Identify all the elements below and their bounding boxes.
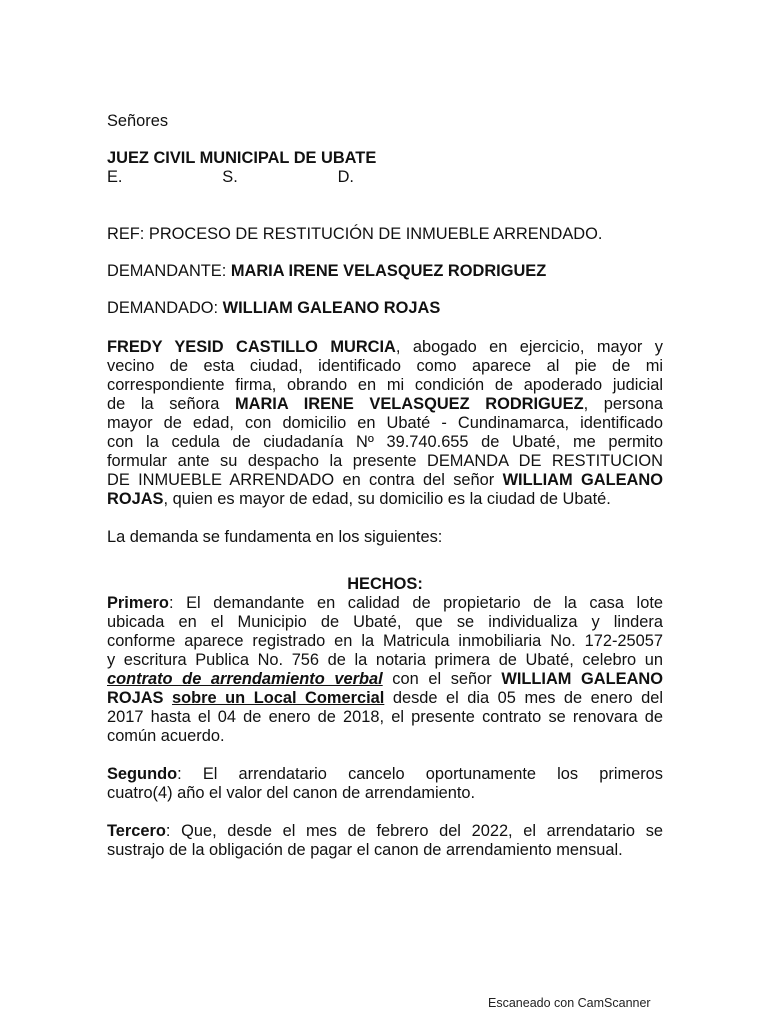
hechos-title: HECHOS: (347, 575, 423, 593)
demandado-line: DEMANDADO: WILLIAM GALEANO ROJAS (107, 299, 441, 317)
document-page (107, 112, 663, 860)
esd-e: E. (107, 168, 123, 186)
esd-line (107, 168, 354, 187)
tercero-paragraph: Tercero: Que, desde el mes de febrero del 2022, el arrendatario se sustrajo de la obligación de pagar el canon de arrendamiento mensual. (107, 822, 663, 859)
salutation: Señores (107, 112, 169, 130)
segundo-paragraph: Segundo: El arrendatario cancelo oportunamente los primeros cuatro(4) año el valor del canon de arrendamiento. (107, 765, 663, 802)
ref-line: REF: PROCESO DE RESTITUCIÓN DE INMUEBLE ARRENDADO. (107, 225, 603, 243)
demandante-line: DEMANDANTE: MARIA IRENE VELASQUEZ RODRIGUEZ (107, 262, 547, 280)
intro-paragraph: FREDY YESID CASTILLO MURCIA, abogado en ejercicio, mayor y vecino de esta ciudad, identificado como aparece al pie de mi correspondiente firma, obrando en mi condición de apoderado judicial de la señora MARIA IRENE VELASQUEZ RODRIGUEZ, persona mayor de edad, con domicilio en Ubaté - Cundinamarca, identificado con la cedula de ciudadanía Nº 39.740.655 de Ubaté, me permito formular ante su despacho la presente DEMANDA DE RESTITUCION DE INMUEBLE ARRENDADO en contra del señor WILLIAM GALEANO ROJAS, quien es mayor de edad, su domicilio es la ciudad de Ubaté. (107, 338, 663, 508)
addressee: JUEZ CIVIL MUNICIPAL DE UBATE (107, 149, 377, 167)
esd-d: D. (337, 168, 354, 186)
esd-s: S. (222, 168, 238, 186)
fundamenta-line: La demanda se fundamenta en los siguientes: (107, 528, 443, 546)
primero-paragraph: Primero: El demandante en calidad de propietario de la casa lote ubicada en el Municipio de Ubaté, que se individualiza y lindera conforme aparece registrado en la Matricula inmobiliaria No. 172-25057 y escritura Publica No. 756 de la notaria primera de Ubaté, celebro un contrato de arrendamiento verbal con el señor WILLIAM GALEANO ROJAS sobre un Local Comercial desde el dia 05 mes de enero del 2017 hasta el 04 de enero de 2018, el presente contrato se renovara de común acuerdo. (107, 594, 664, 745)
scanner-watermark: Escaneado con CamScanner (488, 996, 651, 1010)
